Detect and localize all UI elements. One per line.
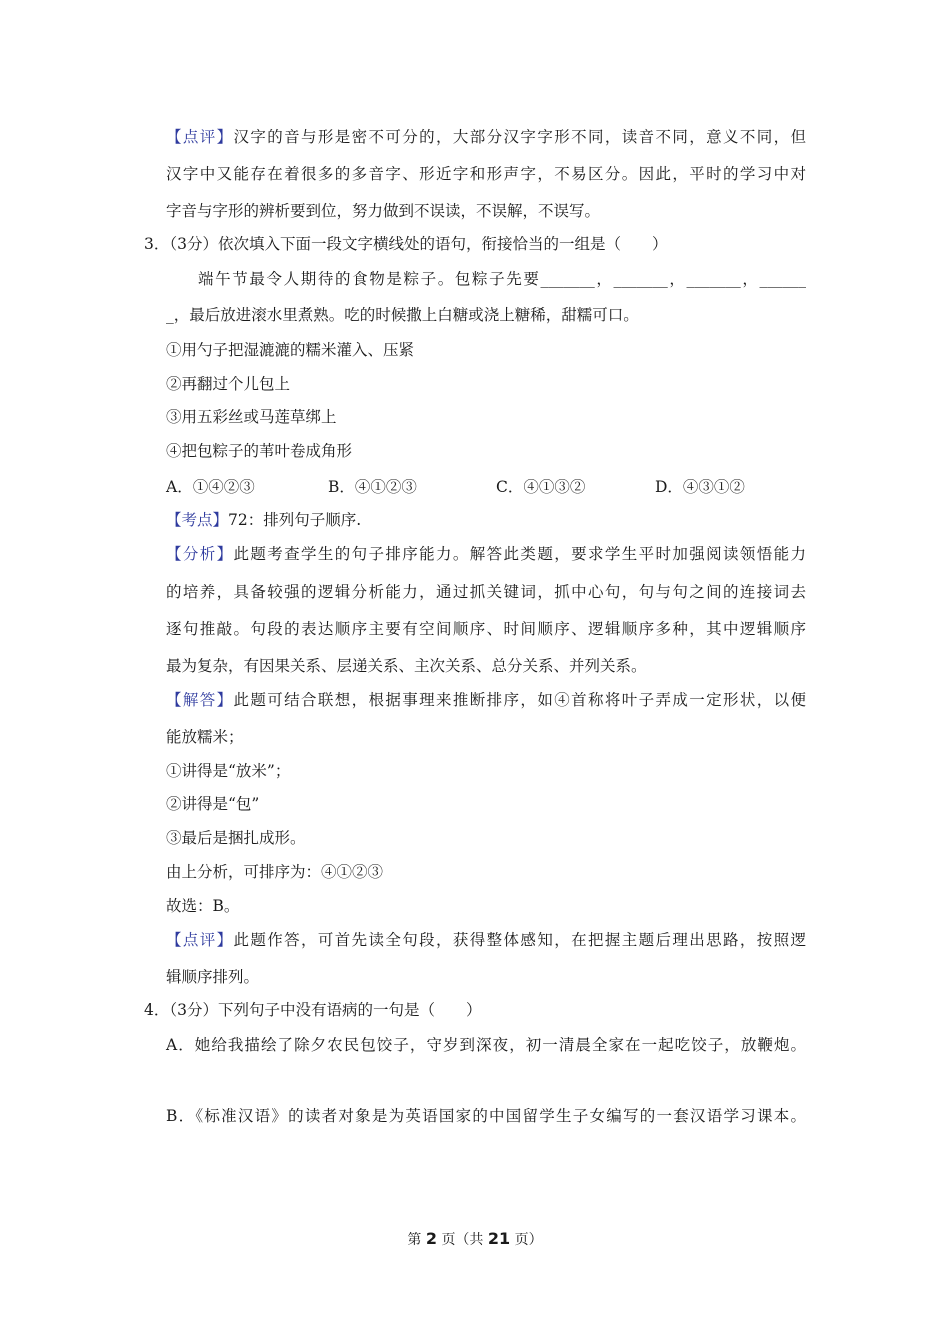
question-3-dianping-1: 【点评】此题作答，可首先读全句段，获得整体感知，在把握主题后理出思路，按照逻: [166, 931, 806, 949]
question-3-jieda-2: 能放糯米；: [166, 728, 244, 746]
question-3-item-2: ②再翻过个儿包上: [166, 375, 291, 393]
question-3-dianping-2: 辑顺序排列。: [166, 968, 260, 986]
question-3-kaodian: 【考点】72：排列句子顺序.: [166, 511, 362, 529]
question-3-option-b: B．④①②③: [328, 478, 417, 496]
question-3-jieda-4: ②讲得是“包”: [166, 795, 260, 813]
question-3-jieda-1: 【解答】此题可结合联想，根据事理来推断排序，如④首称将叶子弄成一定形状，以便: [166, 691, 806, 709]
question-3-option-a: A．①④②③: [166, 478, 255, 496]
question-4-stem: 4．（3分）下列句子中没有语病的一句是（ ）: [144, 1001, 482, 1019]
question-3-fenxi-2: 的培养，具备较强的逻辑分析能力，通过抓关键词，抓中心句，句与句之间的连接词去: [166, 583, 806, 601]
comment-tag: 【点评】: [166, 128, 234, 146]
question-4-option-b: B．《标准汉语》的读者对象是为英语国家的中国留学生子女编写的一套汉语学习课本。: [166, 1107, 806, 1125]
comment-line-3: 字音与字形的辨析要到位，努力做到不误读，不误解，不误写。: [166, 202, 601, 220]
question-3-fenxi-1: 【分析】此题考查学生的句子排序能力。解答此类题，要求学生平时加强阅读领悟能力: [166, 545, 806, 563]
question-3-fenxi-4: 最为复杂，有因果关系、层递关系、主次关系、总分关系、并列关系。: [166, 657, 647, 675]
question-3-fenxi-3: 逐句推敲。句段的表达顺序主要有空间顺序、时间顺序、逻辑顺序多种，其中逻辑顺序: [166, 620, 806, 638]
comment-line-2: 汉字中又能存在着很多的多音字、形近字和形声字，不易区分。因此，平时的学习中对: [166, 165, 806, 183]
question-3-item-1: ①用勺子把湿漉漉的糯米灌入、压紧: [166, 341, 415, 359]
question-3-jieda-6: 由上分析，可排序为：④①②③: [166, 863, 384, 881]
page-footer: 第 2 页（共 21 页）: [407, 1229, 543, 1248]
question-3-option-d: D．④③①②: [655, 478, 745, 496]
question-3-item-4: ④把包粽子的苇叶卷成角形: [166, 442, 353, 460]
question-3-item-3: ③用五彩丝或马莲草绑上: [166, 408, 337, 426]
question-4-option-a: A．她给我描绘了除夕农民包饺子，守岁到深夜，初一清晨全家在一起吃饺子，放鞭炮。: [166, 1036, 806, 1054]
question-3-jieda-5: ③最后是捆扎成形。: [166, 829, 306, 847]
question-3-jieda-3: ①讲得是“放米”；: [166, 762, 291, 780]
comment-line-1: 【点评】汉字的音与形是密不可分的，大部分汉字字形不同，读音不同，意义不同，但: [166, 128, 806, 146]
question-3-passage-2: _，最后放进滚水里煮熟。吃的时候撒上白糖或浇上糖稀，甜糯可口。: [166, 306, 639, 324]
total-page-number: 21: [487, 1229, 511, 1248]
question-3-jieda-7: 故选：B。: [166, 897, 240, 915]
question-3-passage-1: 端午节最令人期待的食物是粽子。包粽子先要_______，_______，_______，______: [198, 270, 806, 288]
current-page-number: 2: [425, 1229, 437, 1248]
question-3-option-c: C．④①③②: [496, 478, 586, 496]
question-3-stem: 3．（3分）依次填入下面一段文字横线处的语句，衔接恰当的一组是（ ）: [144, 235, 668, 253]
